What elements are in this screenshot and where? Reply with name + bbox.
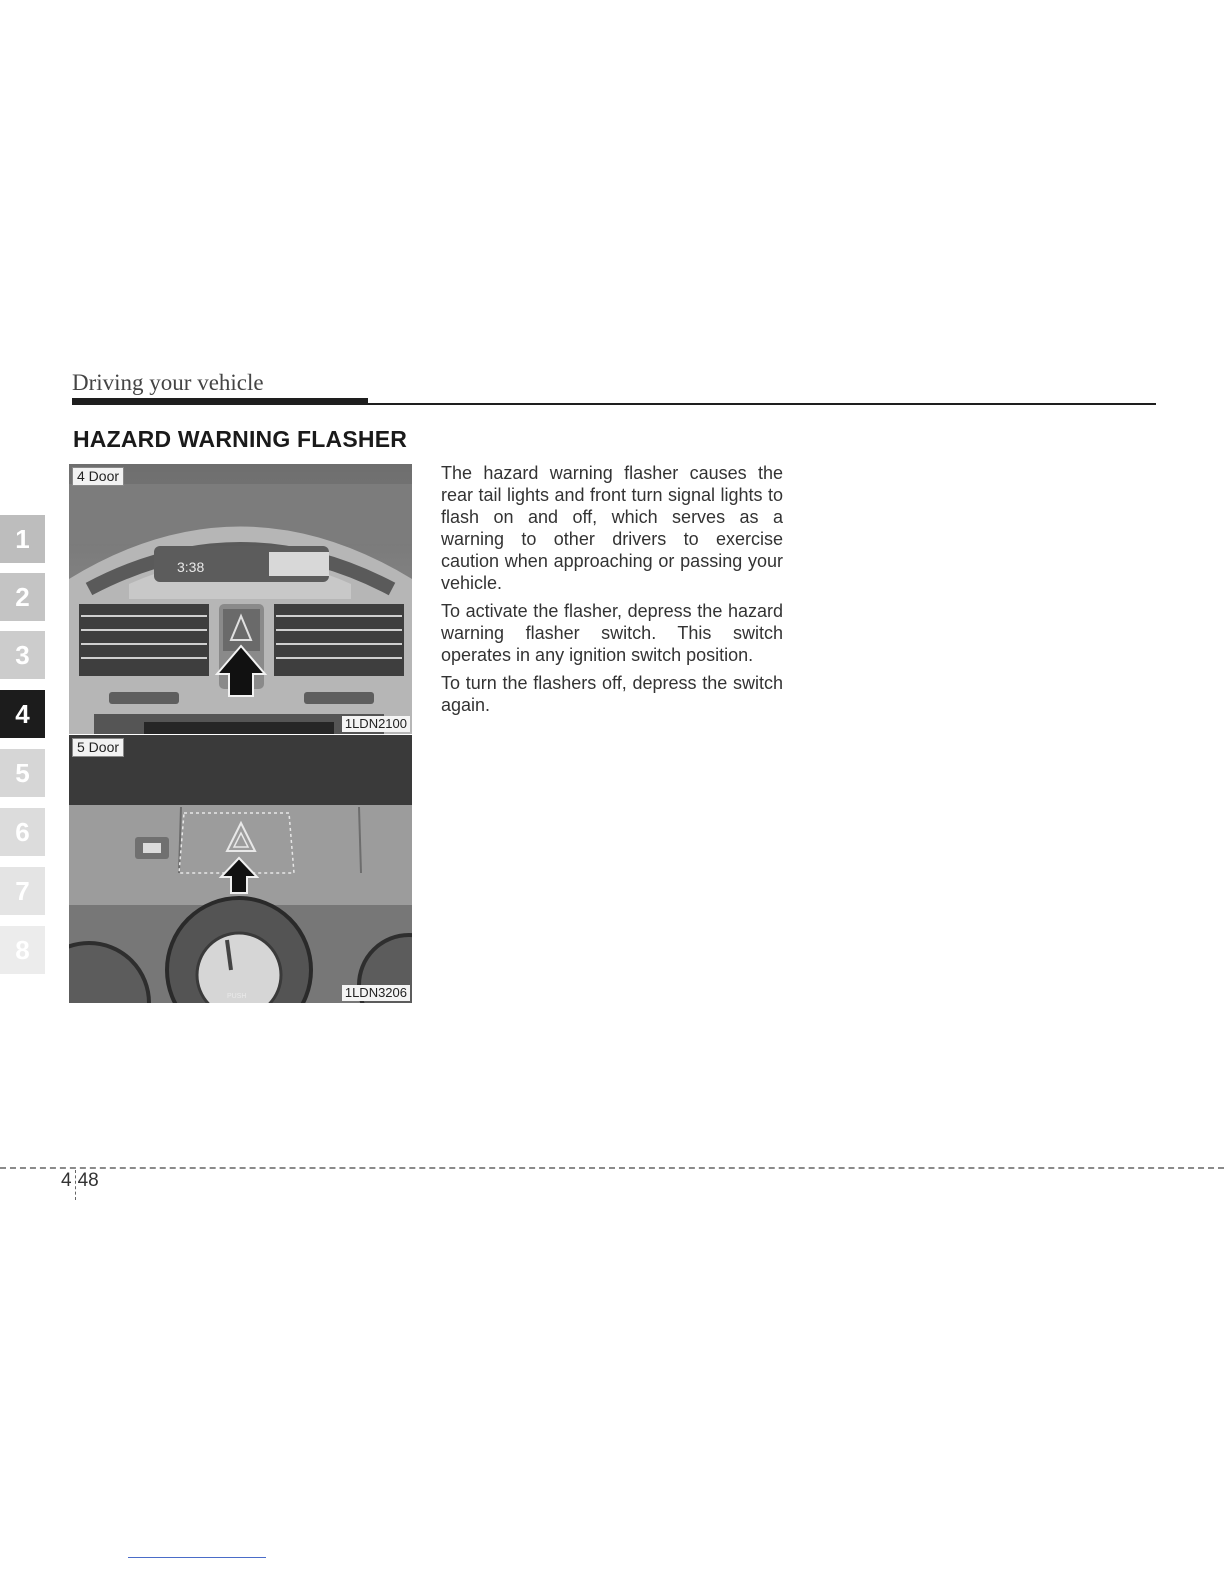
hazard-switch-figure <box>69 464 412 1003</box>
clock-readout: 3:38 <box>177 559 205 575</box>
running-head: Driving your vehicle <box>72 370 264 395</box>
dashboard-4-door-illustration <box>69 464 412 734</box>
panel-label: 5 Door <box>72 738 124 757</box>
dashboard-5-door-illustration <box>69 735 412 1003</box>
page-number <box>61 1170 99 1192</box>
chapter-tab-3[interactable]: 3 <box>0 631 45 679</box>
figure-code: 1LDN3206 <box>342 985 410 1001</box>
bottom-mark <box>128 1557 266 1558</box>
chapter-tab-1[interactable]: 1 <box>0 515 45 563</box>
paragraph: The hazard warning flasher causes the rear tail lights and front turn signal lights to flash on and off, which serves as a warning to other drivers to exercise caution when approaching or passing your vehicle. <box>441 463 783 593</box>
panel-label: 4 Door <box>72 467 124 486</box>
figure-panel-4-door <box>69 464 412 734</box>
body-text <box>441 462 783 722</box>
figure-code: 1LDN2100 <box>342 716 410 732</box>
chapter-tab-7[interactable]: 7 <box>0 867 45 915</box>
section-title: HAZARD WARNING FLASHER <box>73 426 408 452</box>
paragraph: To activate the flasher, depress the hazard warning flasher switch. This switch operates in any ignition switch position. <box>441 601 783 665</box>
chapter-tab-4[interactable]: 4 <box>0 690 45 738</box>
page-number-separator <box>75 1170 76 1200</box>
chapter-tab-5[interactable]: 5 <box>0 749 45 797</box>
page-number-value: 48 <box>77 1170 99 1191</box>
figure-panel-5-door <box>69 735 412 1003</box>
footer-rule <box>0 1167 1224 1169</box>
chapter-tab-6[interactable]: 6 <box>0 808 45 856</box>
chapter-tab-2[interactable]: 2 <box>0 573 45 621</box>
paragraph: To turn the flashers off, depress the switch again. <box>441 673 783 715</box>
chapter-tab-8[interactable]: 8 <box>0 926 45 974</box>
header-rule <box>72 403 1156 405</box>
knob-label: PUSH <box>227 993 247 1000</box>
chapter-number: 4 <box>61 1170 72 1191</box>
